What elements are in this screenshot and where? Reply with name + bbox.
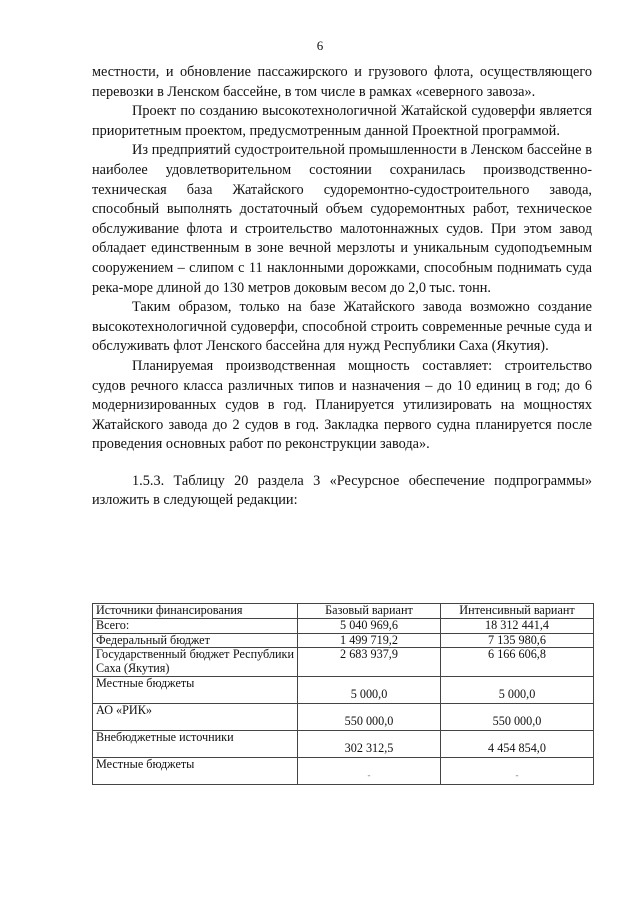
table-row — [93, 703, 594, 730]
table-cell-source: Всего: — [93, 618, 298, 633]
table-cell-intensive: 18 312 441,4 — [441, 618, 594, 633]
paragraph-3: Из предприятий судостроительной промышленности в Ленском бассейне в наиболее удовлетворительном состоянии сохранилась производственно-техническая база Жатайского судоремонтно-судостроительного завода, способный выполнять достаточный объем судоремонтных работ, техническое обслуживание флота и строительство малотоннажных судов. При этом завод обладает единственным в зоне вечной мерзлоты и уникальным судоподъемным сооружением – слипом с 11 наклонными дорожками, способным поднимать суда река-море длиной до 130 метров доковым весом до 2,0 тыс. тонн. — [92, 142, 592, 296]
financing-table — [92, 603, 594, 785]
table-cell-source: Внебюджетные источники — [93, 730, 298, 757]
dash-mark: - — [515, 770, 519, 781]
table-cell-intensive: 5 000,0 — [441, 676, 594, 703]
table-cell-intensive: 4 454 854,0 — [441, 730, 594, 757]
table-row — [93, 648, 594, 677]
table-cell-base: 5 000,0 — [298, 676, 441, 703]
paragraph-6: 1.5.3. Таблицу 20 раздела 3 «Ресурсное обеспечение подпрограммы» изложить в следующей редакции: — [92, 472, 592, 509]
table-cell-base: 2 683 937,9 — [298, 648, 441, 677]
table-header-cell: Источники финансирования — [93, 604, 298, 619]
table-cell-source: Местные бюджеты — [93, 757, 298, 784]
body-text — [92, 63, 592, 511]
paragraph-1: местности, и обновление пассажирского и грузового флота, осуществляющего перевозки в Ленском бассейне, в том числе в рамках «северного завоза». — [92, 64, 592, 100]
table-cell-intensive — [441, 757, 594, 784]
table-cell-base: 550 000,0 — [298, 703, 441, 730]
table-cell-source: Федеральный бюджет — [93, 633, 298, 648]
table-row — [93, 618, 594, 633]
table-row — [93, 730, 594, 757]
table-cell-base: 1 499 719,2 — [298, 633, 441, 648]
paragraph-4: Таким образом, только на базе Жатайского завода возможно создание высокотехнологичной судоверфи, способной строить современные речные суда и обслуживать флот Ленского бассейна для нужд Республики Саха (Якутия). — [92, 299, 592, 355]
table-cell-intensive: 7 135 980,6 — [441, 633, 594, 648]
table-row — [93, 633, 594, 648]
table-cell-source: Государственный бюджет Республики Саха (Якутия) — [93, 648, 298, 677]
dash-mark: - — [367, 770, 371, 781]
table-cell-base: 302 312,5 — [298, 730, 441, 757]
paragraph-5: Планируемая производственная мощность составляет: строительство судов речного класса различных типов и назначения – до 10 единиц в год; до 6 модернизированных судов в год. Планируется утилизировать на мощностях Жатайского завода до 2 судов в год. Закладка первого судна планируется после проведения основных работ по реконструкции завода». — [92, 357, 592, 453]
table-cell-intensive: 550 000,0 — [441, 703, 594, 730]
table-row — [93, 757, 594, 784]
table-cell-intensive: 6 166 606,8 — [441, 648, 594, 677]
table-header-cell: Базовый вариант — [298, 604, 441, 619]
table-cell-base — [298, 757, 441, 784]
table-cell-base: 5 040 969,6 — [298, 618, 441, 633]
page-number: 6 — [316, 38, 324, 53]
table-cell-source: АО «РИК» — [93, 703, 298, 730]
paragraph-2: Проект по созданию высокотехнологичной Жатайской судоверфи является приоритетным проектом, предусмотренным данной Проектной программой. — [92, 103, 592, 139]
table-row — [93, 676, 594, 703]
table-cell-source: Местные бюджеты — [93, 676, 298, 703]
table-header-cell: Интенсивный вариант — [441, 604, 594, 619]
table-header-row — [93, 604, 594, 619]
